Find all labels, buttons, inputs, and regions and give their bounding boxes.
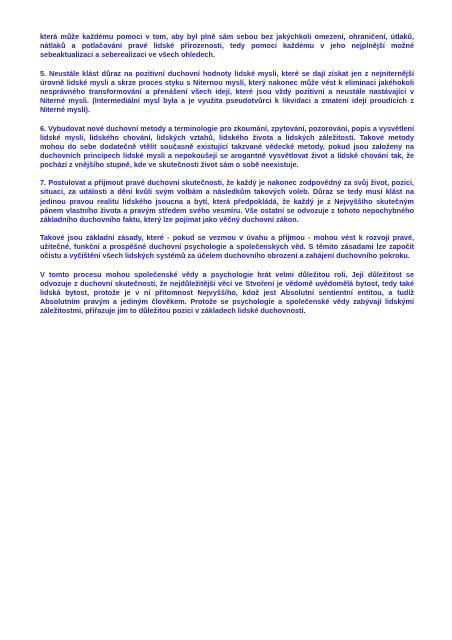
paragraph-social-sciences: V tomto procesu mohou společenské vědy a psychologie hrát velmi důležitou roli. Její důležitost se odvozuje z duchovní skutečnosti, že nejdůležitější věcí ve Stvoření je vědomě uvědomělá bytost, tedy také lidská bytost, protože je v ní přítomnost Nejvyššího, kdož jest Absolutní sentientní entitou, a tudíž Absolutním pravým a jediným člověkem. Protože se psychologie a společenské vědy zabývají lidskými záležitostmi, přiřazuje jim to důležitou pozici v základech lidské duchovnosti. — [40, 269, 414, 316]
paragraph-point-5: 5. Neustále klást důraz na pozitivní duchovní hodnoty lidské mysli, které se dají získat jen z nejniternější úrovně lidské mysli a skrze proces styku s Niternou myslí, který nakonec může vést k eliminaci jakéhokoli nesprávného transformování a přenášení všech idejí, které jsou vždy pozitivní a neustále nastávající v Niterné mysli. (Intermediální mysl byla a je využita pseudotvůrci k likvidaci a zmatení idejí proudících z Niterné mysli). — [40, 68, 414, 115]
paragraph-point-6: 6. Vybudovat nové duchovní metody a terminologie pro zkoumání, zpytování, pozorování, popis a vysvětlení lidské mysli, lidského chování, lidských vztahů, lidského života a lidských záležitostí. Takové metody mohou do sebe dodatečně vtělit současně existující takzvané vědecké metody, pokud jsou založeny na duchovních principech lidské mysli a nepokoušejí se arogantně vysvětlovat život a lidské chování tak, že pochází z vnějšího stupně, kde ve skutečnosti život sám o sobě neexistuje. — [40, 123, 414, 169]
paragraph-continuation: která může každému pomoci v tom, aby byl plně sám sebou bez jakýchkoli omezení, ohraničení, útlaků, nátlaků a potlačování pravé lidské přirozenosti, tedy pomoci každému v jeho nejplnější možné sebeaktualizaci a seberealizaci ve všech ohledech. — [40, 32, 414, 60]
paragraph-point-7: 7. Postulovat a přijmout pravé duchovní skutečnosti, že každý je nakonec zodpovědný za svůj život, pozici, situaci, za události a dění kvůli svým volbám a následkům takových voleb. Důraz se tedy musí klást na jedinou pravou realitu lidského jsoucna a bytí, která předpokládá, že každý je z Nejvyššího skutečným pánem vlastního života a pravým středem svého vesmíru. Vše ostatní se odvozuje z tohoto nepochybného základního duchovního faktu, který lze pojímat jako věčný duchovní zákon. — [40, 178, 414, 224]
paragraph-principles-summary: Takové jsou základní zásady, které - pokud se vezmou v úvahu a přijmou - mohou vést k rozvoji pravé, užitečné, funkční a prospěšné duchovní psychologie a společenských věd. S těmito zásadami lze započít očistu a vyčištění všech lidských systémů za účelem duchovního obrození a zahájení duchovního pokroku. — [40, 233, 414, 261]
document-body — [40, 32, 414, 325]
